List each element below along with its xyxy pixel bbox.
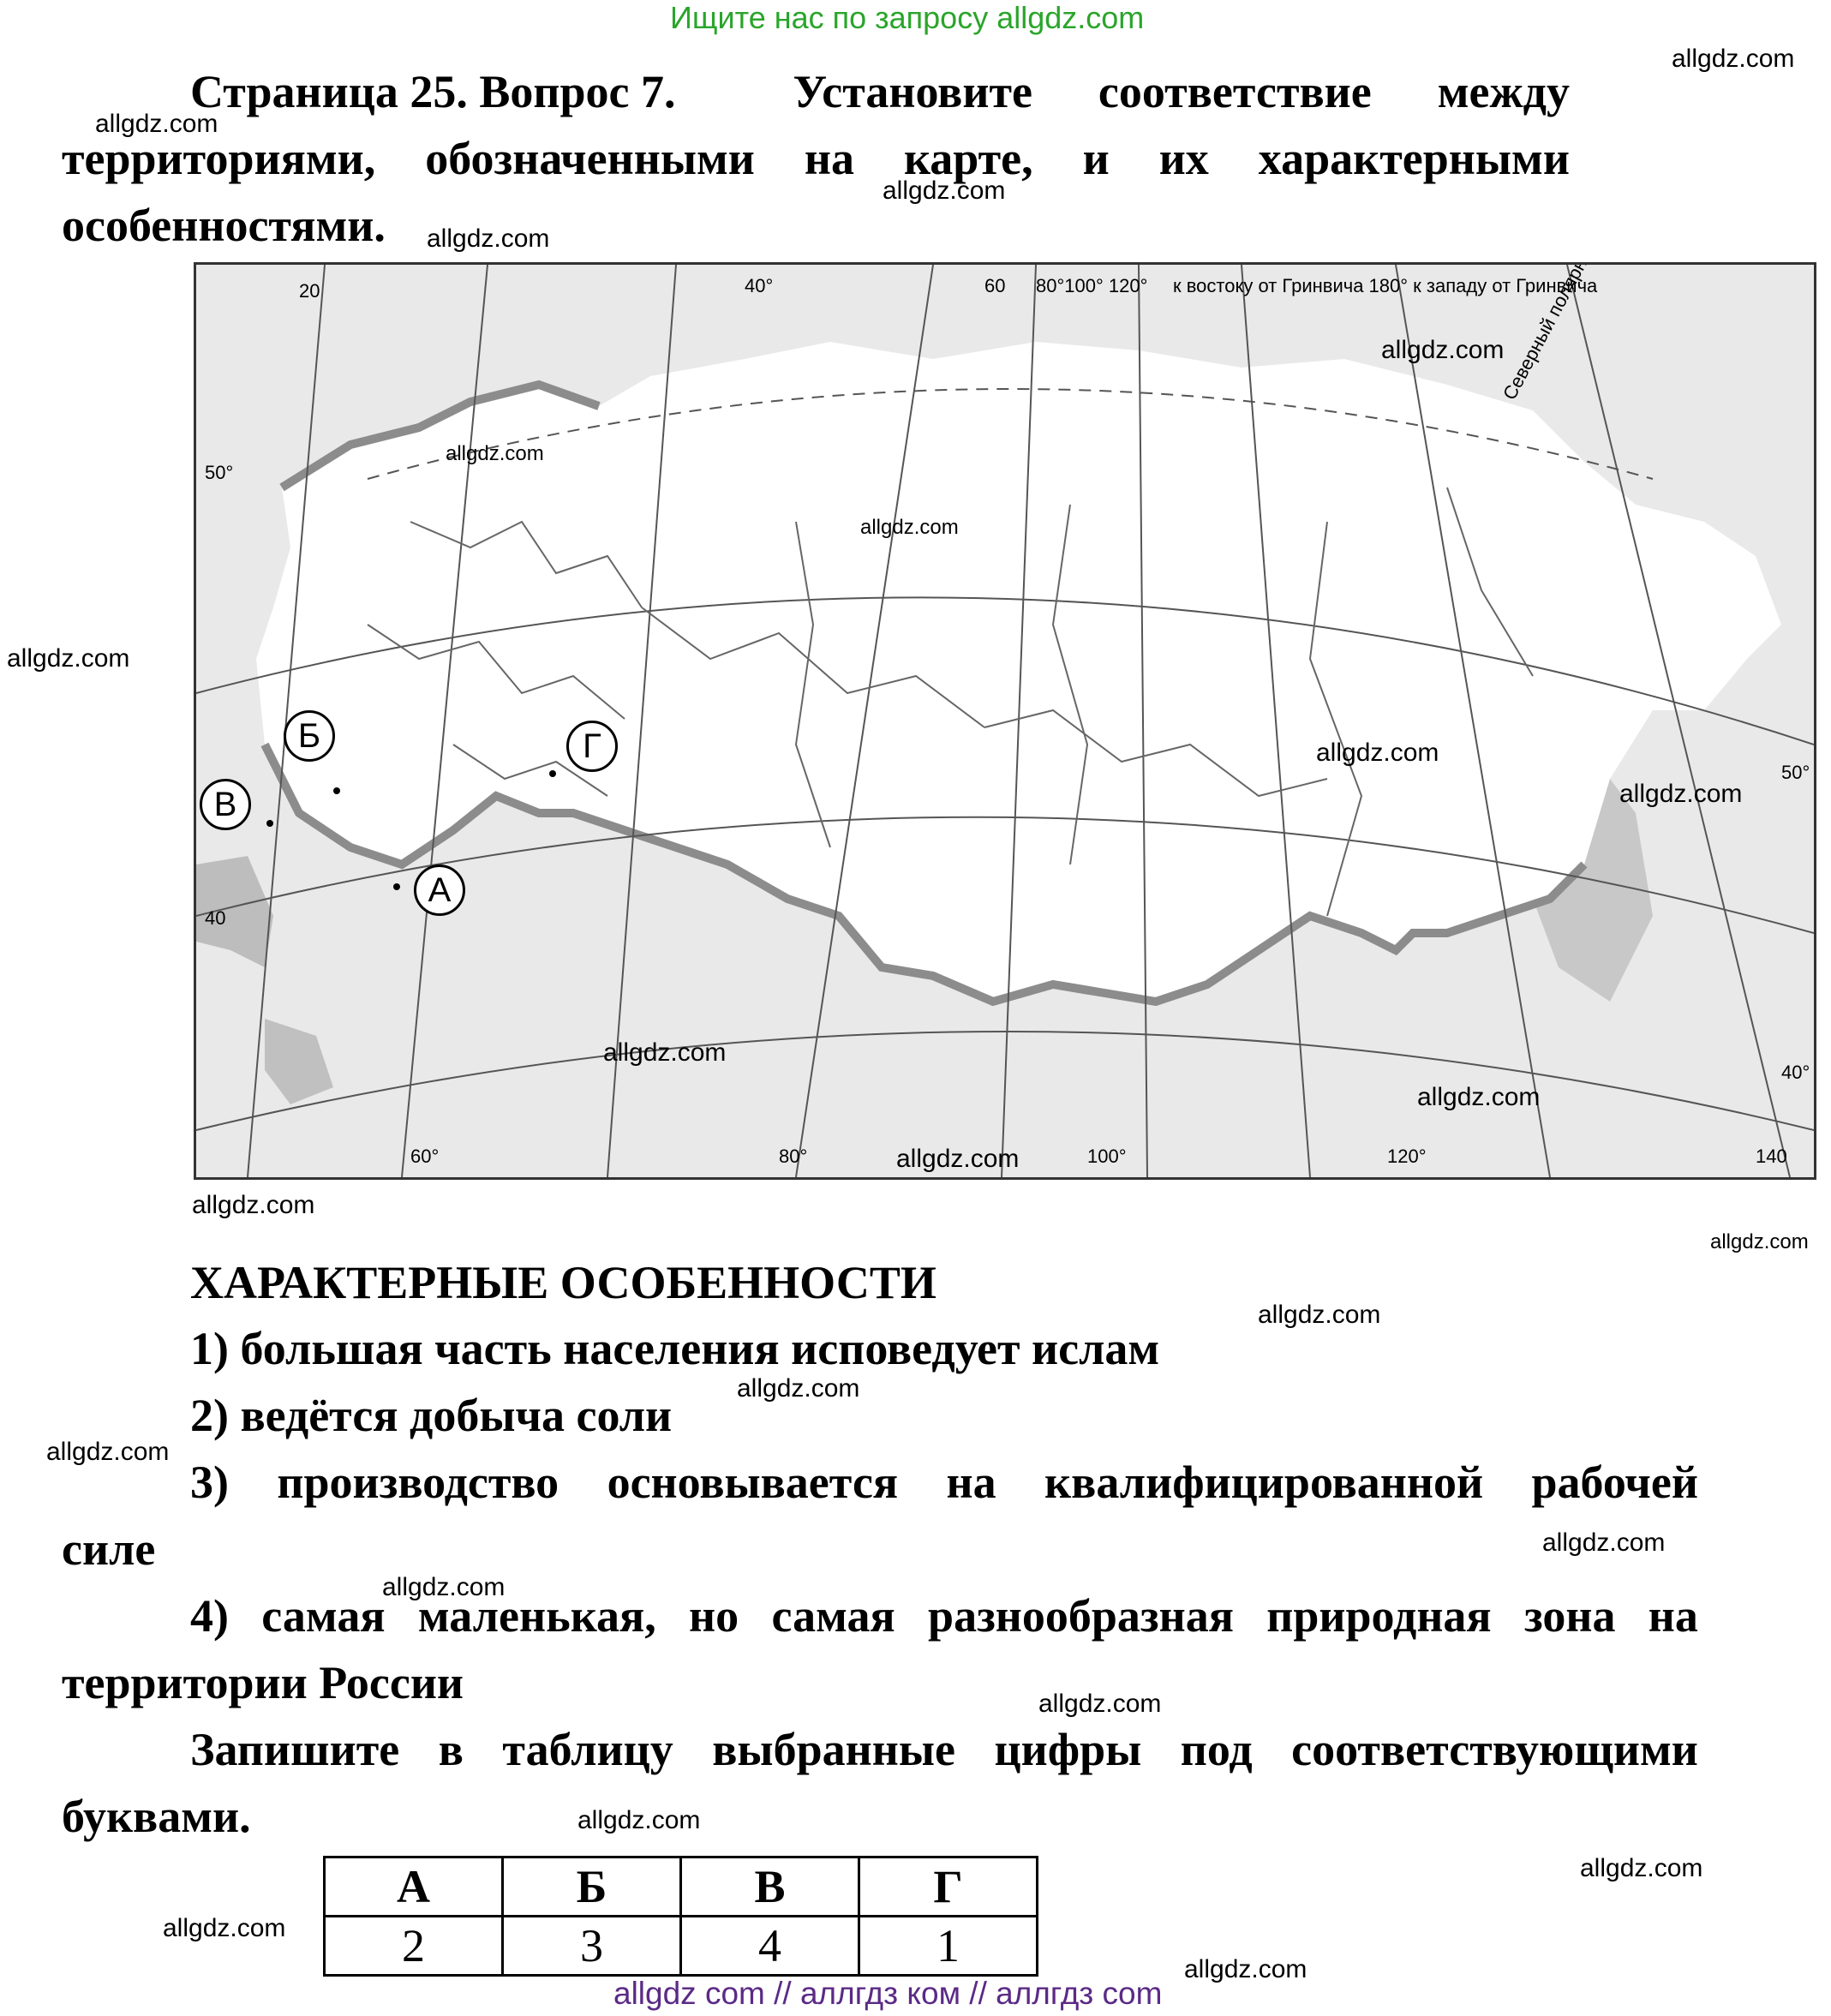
feature-3 bbox=[190, 1456, 1698, 1509]
watermark[interactable]: allgdz.com bbox=[1672, 45, 1795, 73]
watermark[interactable]: allgdz.com bbox=[1316, 739, 1439, 767]
header-cell: В bbox=[681, 1857, 859, 1917]
feature-text: ведётся добыча соли bbox=[240, 1390, 673, 1441]
feature-word: квалифицированной bbox=[1044, 1457, 1484, 1508]
instruction-word: цифры bbox=[994, 1724, 1142, 1775]
meridian-label: 80°100° 120° bbox=[1036, 275, 1148, 296]
marker-dot bbox=[333, 787, 340, 794]
watermark[interactable]: allgdz.com bbox=[1258, 1301, 1381, 1329]
value-cell[interactable]: 1 bbox=[859, 1917, 1038, 1976]
question-word: территориями, bbox=[62, 133, 376, 184]
features-heading: ХАРАКТЕРНЫЕ ОСОБЕННОСТИ bbox=[190, 1257, 936, 1308]
watermark[interactable]: allgdz.com bbox=[1542, 1528, 1666, 1557]
feature-word: самая bbox=[771, 1590, 895, 1642]
instruction-word: выбранные bbox=[712, 1724, 955, 1775]
watermark[interactable]: allgdz.com bbox=[603, 1038, 727, 1067]
meridian-label: 120° bbox=[1387, 1146, 1427, 1167]
instruction-word: в bbox=[438, 1724, 464, 1775]
question-word: между bbox=[1437, 66, 1570, 117]
watermark[interactable]: allgdz.com bbox=[737, 1374, 860, 1403]
feature-text: большая часть населения исповедует ислам bbox=[240, 1323, 1160, 1374]
marker-dot bbox=[393, 883, 400, 890]
watermark[interactable]: allgdz.com bbox=[883, 176, 1006, 205]
question-word: на bbox=[804, 133, 854, 184]
meridian-label: к востоку от Гринвича 180° к западу от Гринвича bbox=[1173, 275, 1598, 296]
instruction-word: под bbox=[1180, 1724, 1253, 1775]
meridian-label: 60° bbox=[410, 1146, 440, 1167]
watermark[interactable]: allgdz.com bbox=[1038, 1690, 1162, 1718]
feature-word: зона bbox=[1523, 1590, 1616, 1642]
feature-word: самая bbox=[261, 1590, 386, 1642]
instruction bbox=[190, 1723, 1698, 1776]
question-label: Страница 25. Вопрос 7. bbox=[190, 66, 676, 117]
marker-dot bbox=[549, 770, 556, 777]
feature-number: 1) bbox=[190, 1323, 229, 1374]
feature-3-cont: силе bbox=[62, 1523, 156, 1575]
instruction-word: Запишите bbox=[190, 1724, 400, 1775]
feature-word: маленькая, bbox=[417, 1590, 656, 1642]
instruction-word: соответствующими bbox=[1291, 1724, 1698, 1775]
instruction-word: таблицу bbox=[502, 1724, 673, 1775]
marker-v: В bbox=[200, 779, 251, 830]
feature-word: разнообразная bbox=[928, 1590, 1234, 1642]
question-word: соответствие bbox=[1098, 66, 1372, 117]
header-cell: А bbox=[325, 1857, 503, 1917]
marker-dot bbox=[266, 820, 273, 827]
marker-g: Г bbox=[566, 721, 618, 772]
watermark[interactable]: allgdz.com bbox=[427, 224, 550, 253]
feature-word: производство bbox=[277, 1457, 559, 1508]
feature-4-cont: территории России bbox=[62, 1657, 464, 1708]
feature-1 bbox=[190, 1322, 1159, 1375]
feature-word: основывается bbox=[607, 1457, 899, 1508]
question-word: характерными bbox=[1258, 133, 1570, 184]
top-banner[interactable]: Ищите нас по запросу allgdz.com bbox=[670, 0, 1145, 35]
feature-number: 4) bbox=[190, 1590, 229, 1642]
question-text bbox=[62, 58, 1570, 259]
meridian-label: 140 bbox=[1756, 1146, 1787, 1167]
meridian-label: 60 bbox=[984, 275, 1006, 296]
watermark[interactable]: allgdz.com bbox=[577, 1806, 701, 1834]
question-word: Установите bbox=[793, 66, 1032, 117]
watermark[interactable]: allgdz.com bbox=[1580, 1854, 1703, 1882]
feature-word: природная bbox=[1266, 1590, 1492, 1642]
watermark[interactable]: allgdz.com bbox=[163, 1914, 286, 1942]
watermark[interactable]: allgdz.com bbox=[7, 644, 130, 673]
answer-table-values bbox=[325, 1917, 1038, 1976]
feature-number: 2) bbox=[190, 1390, 229, 1441]
watermark[interactable]: allgdz.com bbox=[446, 442, 544, 465]
feature-word: но bbox=[689, 1590, 739, 1642]
question-word: обозначенными bbox=[425, 133, 755, 184]
meridian-label: 80° bbox=[779, 1146, 808, 1167]
value-cell[interactable]: 4 bbox=[681, 1917, 859, 1976]
map-drawing bbox=[196, 265, 1814, 1177]
watermark[interactable]: allgdz.com bbox=[1381, 336, 1505, 364]
value-cell[interactable]: 2 bbox=[325, 1917, 503, 1976]
meridian-label: 100° bbox=[1087, 1146, 1127, 1167]
parallel-label: 40 bbox=[205, 907, 226, 929]
meridian-label: 40° bbox=[745, 275, 774, 296]
question-word: и bbox=[1082, 133, 1110, 184]
parallel-label: 50° bbox=[1781, 762, 1810, 783]
marker-b: Б bbox=[284, 710, 335, 762]
russia-map bbox=[194, 262, 1816, 1180]
watermark[interactable]: allgdz.com bbox=[1417, 1083, 1541, 1111]
watermark[interactable]: allgdz.com bbox=[95, 110, 218, 138]
answer-table-header bbox=[325, 1857, 1038, 1917]
parallel-label: 40° bbox=[1781, 1062, 1810, 1083]
watermark[interactable]: allgdz.com bbox=[46, 1438, 170, 1466]
watermark[interactable]: allgdz.com bbox=[860, 516, 959, 539]
feature-2 bbox=[190, 1389, 672, 1442]
watermark[interactable]: allgdz.com bbox=[1619, 780, 1743, 808]
parallel-label: 50° bbox=[205, 462, 234, 483]
watermark[interactable]: allgdz.com bbox=[192, 1191, 315, 1219]
watermark[interactable]: allgdz.com bbox=[1184, 1955, 1307, 1983]
watermark[interactable]: allgdz.com bbox=[382, 1573, 506, 1601]
watermark[interactable]: allgdz.com bbox=[1710, 1230, 1809, 1253]
question-word: карте, bbox=[903, 133, 1033, 184]
instruction-cont: буквами. bbox=[62, 1791, 251, 1842]
question-line3: особенностями. bbox=[62, 200, 386, 251]
feature-word: рабочей bbox=[1531, 1457, 1698, 1508]
header-cell: Б bbox=[503, 1857, 681, 1917]
bottom-banner[interactable]: allgdz com // аллгдз ком // аллгдз com bbox=[613, 1976, 1163, 2011]
feature-word: на bbox=[1648, 1590, 1698, 1642]
feature-number: 3) bbox=[190, 1457, 229, 1508]
question-word: их bbox=[1158, 133, 1209, 184]
value-cell[interactable]: 3 bbox=[503, 1917, 681, 1976]
header-cell: Г bbox=[859, 1857, 1038, 1917]
answer-table bbox=[323, 1856, 1038, 1977]
feature-word: на bbox=[946, 1457, 996, 1508]
marker-a: А bbox=[414, 864, 465, 916]
meridian-label: 20 bbox=[299, 280, 320, 302]
watermark[interactable]: allgdz.com bbox=[896, 1145, 1020, 1173]
